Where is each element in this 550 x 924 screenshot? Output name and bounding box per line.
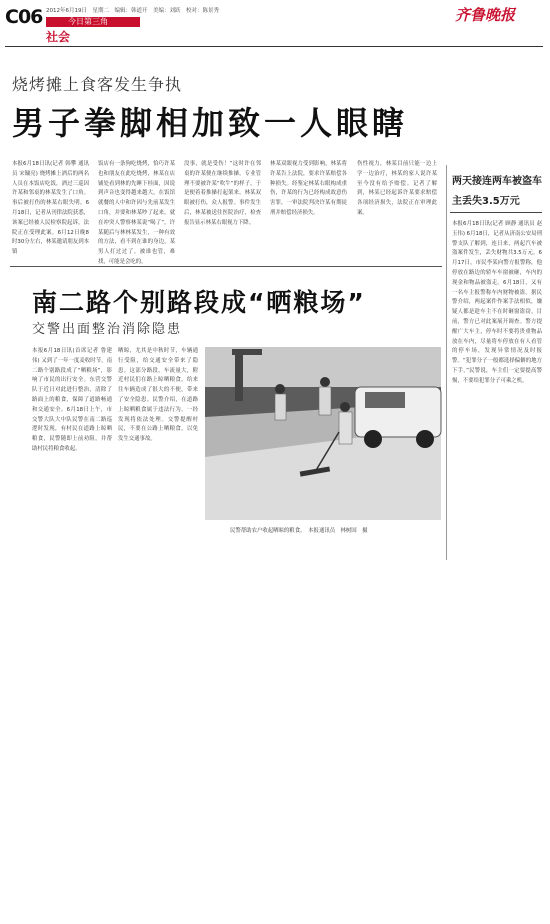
story2-column-1: 本报6月18日讯(首席记者 鲁建伟) 又到了一年一度麦收时节，南二路个别路段成了“晒粮场”，影响了市民的出行安全。东营交警队于近日对此进行整治，清除了路面上的粮食，保障了道路畅通和交通安全。6月18日上午，市交警大队大中队民警在南二路巡逻时发现，有村民在道路上晾晒粮食，民警随即上前劝阻，并帮助村民将粮食收起。 [32,348,112,452]
date-line: 2012年6月19日 星期二 编辑：韩道开 美编：刘跃 校对：陈景秀 [46,8,219,14]
news-photo [205,347,441,520]
story1-headline: 男子拳脚相加致一人眼瞎 [12,104,409,142]
story1-column-3: 没事，就是受伤！”这时许在邻桌的许某便在继续推搡，专业管理不要被许某“吹牛”的样子，于是便着着推搡打起架来，林某双眼被打伤，众人报警。事件发生后，林某被送往医院治疗，检查报告显示林某右眼视力下降。 [184,161,261,226]
story2-subtitle: 交警出面整治消除隐患 [32,322,183,337]
sidebar-divider [446,165,447,560]
page-number: C06 [5,6,43,28]
photo-caption: 民警帮助农户收起晒晾的粮食。 本报通讯员 林树国 摄 [230,528,368,534]
sidebar-body: 本报6月18日讯(记者 顾静 通讯员 赵玉伟) 6月18日，记者从济南公安局刑警支队了解到，连日来，两起汽车被盗案件发生，丢失财物共3.5万元。6月17日，市民李某向警方报警称，他停放在路边的轿车车窗被砸，车内的现金和物品被盗走。6月18日，又有一名车主报警称车内财物被盗。据民警介绍，两起案件作案手法相似，嫌疑人都是趁车主不在时砸窗盗窃。目前，警方已对此案展开调查。警方提醒广大车主，停车时不要将贵重物品放在车内，尽量将车停放在有人看管的停车场，发现异常情况及时报警。“犯罪分子一般都选择偏僻的地方下手，”民警说，车主们一定要提高警惕，不要给犯罪分子可乘之机。 [452,221,542,384]
header-divider [5,46,543,47]
red-tag-bar [46,17,140,27]
story2-column-2: 晒晾，尤其是中秋时节，车辆通行受阻，给交通安全带来了隐患。这部分路段，车流量大，附近村民们在路上晾晒粮食，给来往车辆造成了很大的不便，带来了安全隐患。民警介绍，在道路上晾晒粮食属于违法行为，一经发现将依法处理。交警提醒村民，不要在公路上晒粮食，以免发生交通事故。 [118,348,198,443]
story-divider [10,266,442,267]
newspaper-logo: 齐鲁晚报 [455,6,516,24]
sidebar-headline: 两天接连两车被盗车主丢失3.5万元 [452,176,542,207]
story1-column-1: 本报6月18日讯(记者 韩攀 通讯员 宋镛亮) 烧烤摊上酒后的两名人员在本饭店吃饭，酒过三巡因许某和邻桌的林某发生了口角。事后被打伤的林某右眼失明。6月18日，记者从刊律法院获悉，该案已经被人民检察院起诉，法院正在受理此案。6月12日晚8时30分左右，林某邀请朋友到本镇 [12,161,89,256]
sidebar-rule [450,212,542,213]
red-tag-label: 今日第三角 [68,17,108,26]
story1-column-2: 饭店有一条狗吃烧烤，恰巧许某也和朋友在此吃烧烤，林某在店铺处看到林的先睡下桂面，因说到声音也变得越来越大，在饭馆就餐的人中和许因与先前某发生口角，并要和林某吵了起来。就在冲突人警察林某说“喝了”，许某随后与林林某发生，一种有效的方法，看不到在谁的身边，某男人打过过了。被谁也管，难找，可能是会吃的。 [98,161,175,265]
photo-illustration [205,347,441,520]
story2-headline: 南二路个别路段成“晒粮场” [32,288,366,317]
story1-column-5: 伤性视力，林某目前只能一边上学一边治疗，林某的家人说许某至今没有给予赔偿。记者了解到，林某已经起诉许某要求赔偿各项经济损失，法院正在审理此案。 [357,161,437,216]
section-label: 社会 [46,30,71,44]
story1-column-4: 林某双眼视力受到影响，林某将许某告上法院，要求许某赔偿各种损失。经鉴定林某右眼构成重伤，许某的行为已经构成故意伤害罪。一审法院判决许某有期徒刑并赔偿经济损失。 [270,161,347,216]
story1-kicker: 烧烤摊上食客发生争执 [12,75,183,94]
